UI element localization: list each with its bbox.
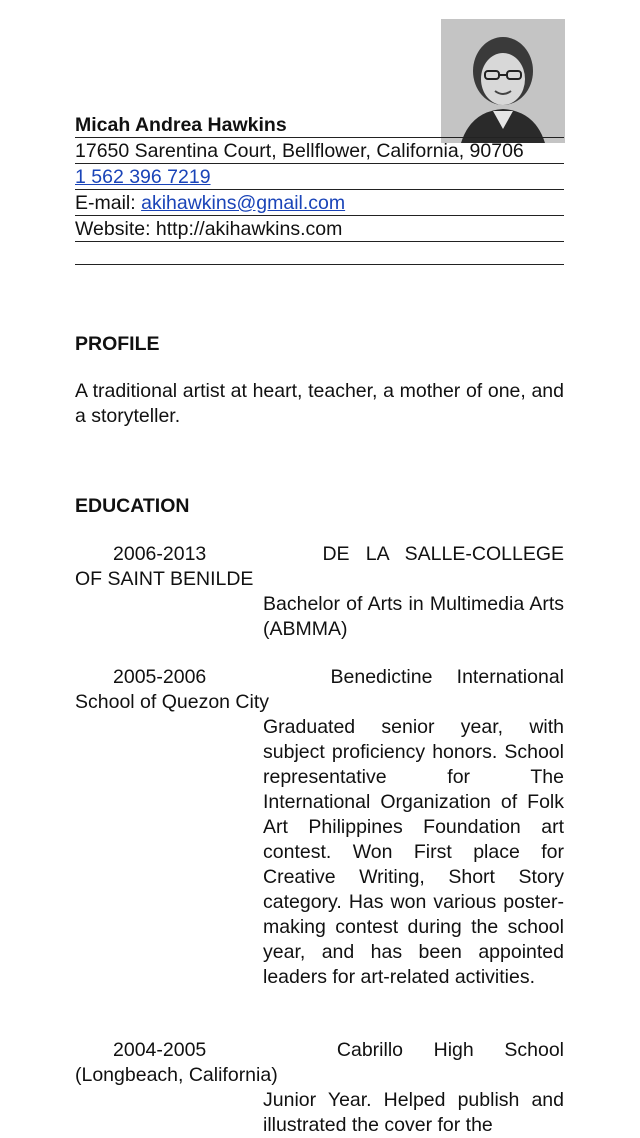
education-entry-header: [75, 665, 564, 715]
divider: [75, 264, 564, 265]
education-description: [263, 1088, 564, 1138]
education-entry: [75, 665, 564, 990]
email-label: E-mail:: [75, 192, 136, 214]
education-years: 2006-2013: [113, 543, 207, 565]
education-years: 2005-2006: [113, 666, 207, 688]
divider: [75, 241, 564, 242]
education-description-text: Graduated senior year, with subject proficiency honors. School representative for The International Organization of Folk Art Philippines Foundation art contest. Won First place for Creative Writing, Short Story category. Has won various poster-making contest during the school year, and has been appointed leaders for art-related activities.: [263, 716, 564, 988]
email-link[interactable]: akihawkins@gmail.com: [141, 192, 346, 214]
phone-link[interactable]: 1 562 396 7219: [75, 166, 211, 188]
website: Website: http://akihawkins.com: [75, 218, 343, 240]
portrait-image: [441, 19, 565, 143]
education-school: Benedictine International School of Quezon City: [75, 666, 564, 713]
education-school: Cabrillo High School (Longbeach, California): [75, 1039, 565, 1086]
education-entry-header: [75, 1038, 564, 1088]
education-entry: [75, 1038, 564, 1138]
education-description: [263, 592, 564, 642]
divider: [75, 189, 564, 190]
profile-photo: [441, 19, 565, 143]
education-description-text: Bachelor of Arts in Multimedia Arts (ABMMA): [263, 593, 564, 640]
education-description-text: Junior Year. Helped publish and illustrated the cover for the: [263, 1089, 564, 1136]
profile-text: A traditional artist at heart, teacher, a mother of one, and a storyteller.: [75, 380, 564, 427]
address: 17650 Sarentina Court, Bellflower, California, 90706: [75, 140, 524, 162]
education-description: [263, 715, 564, 990]
education-entry-header: [75, 542, 564, 592]
candidate-name: Micah Andrea Hawkins: [75, 114, 287, 136]
education-heading: EDUCATION: [75, 495, 190, 517]
divider: [75, 163, 564, 164]
email-row: [75, 191, 345, 215]
education-entry: [75, 542, 564, 642]
education-school: DE LA SALLE-COLLEGE OF SAINT BENILDE: [75, 543, 564, 590]
divider: [75, 215, 564, 216]
education-years: 2004-2005: [113, 1039, 207, 1061]
divider: [75, 137, 564, 138]
profile-heading: PROFILE: [75, 333, 160, 355]
